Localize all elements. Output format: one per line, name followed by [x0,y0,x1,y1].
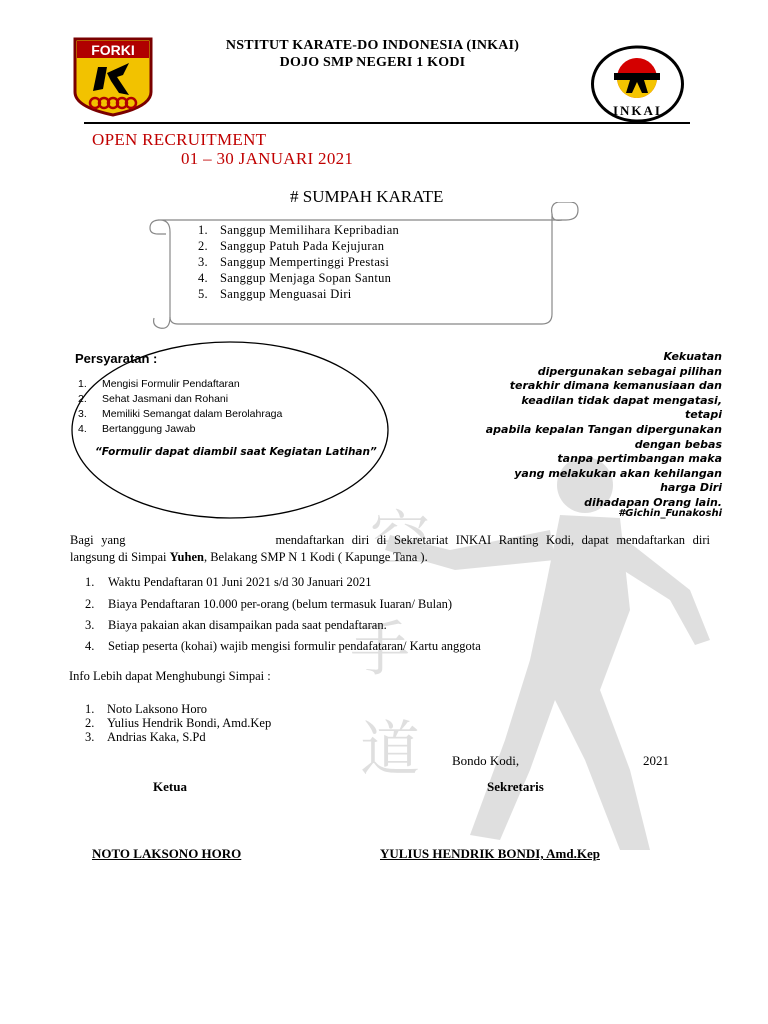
header-dojo: DOJO SMP NEGERI 1 KODI [279,55,466,70]
forki-logo-text: FORKI [91,42,135,58]
signature-year: 2021 [643,753,669,768]
svg-text:道: 道 [360,715,420,785]
requirement-item: 2. Sehat Jasmani dan Rohani [78,393,229,405]
info-item: 1. Waktu Pendaftaran 01 Juni 2021 s/d 30 Januari 2021 [85,575,372,589]
requirements-title: Persyaratan : [75,351,158,366]
requirement-item: 4. Bertanggung Jawab [78,423,196,435]
funakoshi-quote: Kekuatan dipergunakan sebagai pilihan terakhir dimana kemanusiaan dan keadilan tidak dapat mengatasi, tetapi apabila kepalan Tangan dipergunakan dengan bebas tanpa pertimbangan maka yang melakukan akan kehilangan harga Diri dihadapan Orang lain. [485,350,722,509]
recruitment-title: OPEN RECRUITMENT [92,130,267,149]
info-item: 4. Setiap peserta (kohai) wajib mengisi formulir pendafataran/ Kartu anggota [85,639,481,653]
svg-text:手: 手 [350,615,410,685]
sekretaris-name: YULIUS HENDRIK BONDI, Amd.Kep [380,846,600,861]
signature-place: Bondo Kodi, [452,753,520,768]
form-pickup-note: “Formulir dapat diambil saat Kegiatan Latihan” [95,446,377,458]
header-divider [84,122,690,124]
info-item: 2. Biaya Pendaftaran 10.000 per-orang (belum termasuk Iuaran/ Bulan) [85,597,453,611]
ketua-name: NOTO LAKSONO HORO [92,846,242,861]
inkai-logo-text: INKAI [612,103,663,118]
oath-item: 1. Sanggup Memilihara Kepribadian [198,223,400,237]
contact-item: 2. Yulius Hendrik Bondi, Amd.Kep [85,716,272,730]
contact-info-heading: Info Lebih dapat Menghubungi Simpai : [69,669,271,683]
recruitment-dates: 01 – 30 JANUARI 2021 [181,149,354,168]
quote-hashtag: #Gichin_Funakoshi [618,508,722,519]
forki-logo [73,37,153,117]
contact-item: 3. Andrias Kaka, S.Pd [85,730,206,744]
requirement-item: 3. Memiliki Semangat dalam Berolahraga [78,408,283,420]
oath-item: 2. Sanggup Patuh Pada Kejujuran [198,239,385,253]
oath-item: 4. Sanggup Menjaga Sopan Santun [198,271,392,285]
contact-item: 1. Noto Laksono Horo [85,702,207,716]
oath-item: 3. Sanggup Mempertinggi Prestasi [198,255,390,269]
inkai-logo [590,45,685,123]
requirement-item: 1. Mengisi Formulir Pendaftaran [78,378,240,390]
ketua-label: Ketua [153,779,187,794]
sumpah-title: # SUMPAH KARATE [290,187,444,206]
oath-item: 5. Sanggup Menguasai Diri [198,287,352,301]
svg-text:空: 空 [370,505,430,575]
header-organization: NSTITUT KARATE-DO INDONESIA (INKAI) [225,38,520,53]
sekretaris-label: Sekretaris [487,779,544,794]
registration-intro: Bagi yang mendaftarkan diri di Sekretariat INKAI Ranting Kodi, dapat mendaftarkan diri langsung di Simpai Yuhen, Belakang SMP N 1 Kodi ( Kapunge Tana ). [70,533,710,564]
info-item: 3. Biaya pakaian akan disampaikan pada saat pendaftaran. [85,618,387,632]
